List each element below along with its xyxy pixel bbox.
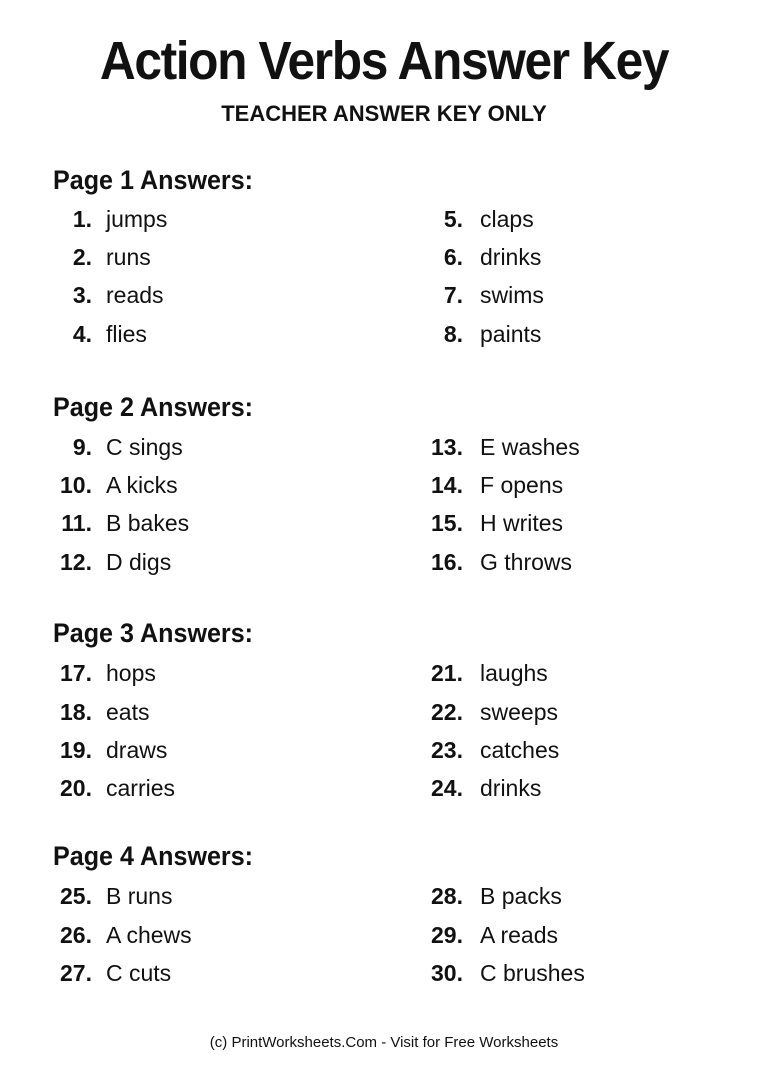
answer-text: E washes <box>480 434 580 460</box>
answer-text: B bakes <box>106 510 190 536</box>
answer-text: drinks <box>480 244 542 270</box>
answer-text: catches <box>480 737 560 763</box>
item-number: 15. <box>431 510 463 536</box>
answer-item <box>0 881 463 911</box>
answer-text: swims <box>480 282 544 308</box>
item-number: 3. <box>72 282 92 308</box>
item-number: 20. <box>60 775 92 801</box>
section-heading: Page 4 Answers: <box>53 841 254 871</box>
answer-text: runs <box>106 244 151 270</box>
answer-text: D digs <box>106 549 172 575</box>
item-number: 14. <box>431 472 463 498</box>
item-number: 23. <box>431 737 463 763</box>
section-heading: Page 1 Answers: <box>53 165 254 195</box>
answer-text: C sings <box>106 434 183 460</box>
item-number: 10. <box>60 472 92 498</box>
item-number: 18. <box>60 699 92 725</box>
page-title: Action Verbs Answer Key <box>99 31 669 91</box>
item-number: 16. <box>431 549 463 575</box>
item-number: 19. <box>60 737 92 763</box>
answer-item <box>0 658 463 688</box>
answer-text: B packs <box>480 883 562 909</box>
answer-item <box>0 958 463 988</box>
item-number: 24. <box>431 775 463 801</box>
answer-text: draws <box>106 737 168 763</box>
answer-item <box>0 920 463 950</box>
item-number: 9. <box>72 434 92 460</box>
item-number: 29. <box>431 922 463 948</box>
answer-text: hops <box>106 660 156 686</box>
answer-item <box>0 547 463 577</box>
item-number: 1. <box>72 206 92 232</box>
item-number: 30. <box>431 960 463 986</box>
answer-item <box>0 773 463 803</box>
item-number: 28. <box>431 883 463 909</box>
answer-item <box>0 319 463 349</box>
answer-text: A kicks <box>106 472 178 498</box>
answer-item <box>0 242 463 272</box>
item-number: 11. <box>61 510 92 536</box>
answer-item <box>0 204 463 234</box>
item-number: 4. <box>72 321 92 347</box>
answer-item <box>0 735 463 765</box>
item-number: 26. <box>60 922 92 948</box>
item-number: 5. <box>443 206 463 232</box>
section-heading: Page 2 Answers: <box>53 392 254 422</box>
item-number: 25. <box>60 883 92 909</box>
footer-credit: (c) PrintWorksheets.Com - Visit for Free Worksheets <box>209 1034 559 1051</box>
item-number: 22. <box>431 699 463 725</box>
answer-text: flies <box>106 321 147 347</box>
answer-text: H writes <box>480 510 564 536</box>
answer-text: carries <box>106 775 176 801</box>
answer-text: F opens <box>480 472 564 498</box>
answer-text: C cuts <box>106 960 172 986</box>
item-number: 6. <box>443 244 463 270</box>
item-number: 13. <box>431 434 463 460</box>
answer-item <box>0 697 463 727</box>
item-number: 17. <box>60 660 92 686</box>
answer-text: B runs <box>106 883 173 909</box>
answer-text: laughs <box>480 660 548 686</box>
answer-text: eats <box>106 699 150 725</box>
section-heading: Page 3 Answers: <box>53 618 254 648</box>
page-subtitle: TEACHER ANSWER KEY ONLY <box>221 101 547 126</box>
item-number: 8. <box>443 321 463 347</box>
answer-item <box>0 432 463 462</box>
answer-item <box>0 280 463 310</box>
answer-text: drinks <box>480 775 542 801</box>
answer-text: jumps <box>106 206 168 232</box>
answer-text: A chews <box>106 922 192 948</box>
item-number: 21. <box>431 660 463 686</box>
answer-item <box>0 508 463 538</box>
item-number: 7. <box>443 282 463 308</box>
answer-text: A reads <box>480 922 558 948</box>
answer-text: G throws <box>480 549 573 575</box>
item-number: 12. <box>60 549 92 575</box>
item-number: 2. <box>72 244 92 270</box>
answer-text: C brushes <box>480 960 585 986</box>
answer-text: paints <box>480 321 542 347</box>
item-number: 27. <box>60 960 92 986</box>
answer-text: reads <box>106 282 164 308</box>
answer-item <box>0 470 463 500</box>
answer-text: sweeps <box>480 699 558 725</box>
answer-text: claps <box>480 206 534 232</box>
